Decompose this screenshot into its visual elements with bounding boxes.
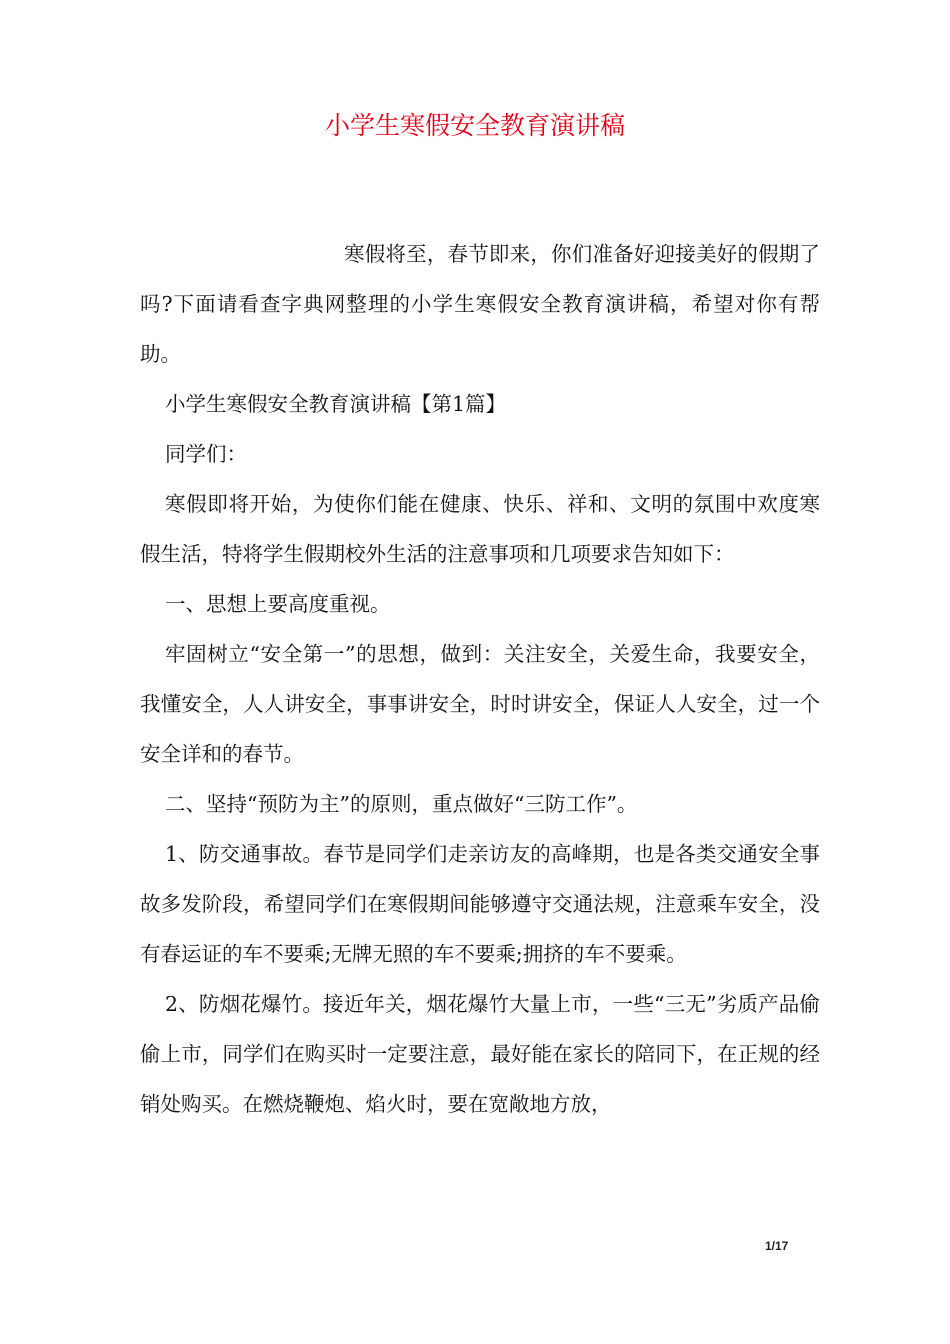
body-paragraph: 1、防交通事故。春节是同学们走亲访友的高峰期，也是各类交通安全事故多发阶段，希望同学们在寒假期间能够遵守交通法规，注意乘车安全，没有春运证的车不要乘;无牌无照的车不要乘;拥挤的车不要乘。 bbox=[140, 842, 820, 966]
intro-paragraph: 寒假将至，春节即来，你们准备好迎接美好的假期了吗?下面请看查字典网整理的小学生寒假安全教育演讲稿，希望对你有帮助。 bbox=[140, 242, 820, 366]
document-body bbox=[140, 229, 820, 1129]
document-title: 小学生寒假安全教育演讲稿 bbox=[324, 111, 625, 140]
body-paragraph: 寒假即将开始，为使你们能在健康、快乐、祥和、文明的氛围中欢度寒假生活，特将学生假期校外生活的注意事项和几项要求告知如下： bbox=[140, 492, 820, 566]
salutation: 同学们： bbox=[165, 442, 247, 466]
body-paragraph: 牢固树立“安全第一”的思想，做到：关注安全，关爱生命，我要安全，我懂安全，人人讲安全，事事讲安全，时时讲安全，保证人人安全，过一个安全详和的春节。 bbox=[140, 642, 820, 766]
section-heading: 小学生寒假安全教育演讲稿【第1篇】 bbox=[165, 392, 507, 416]
page-number: 1/17 bbox=[765, 1239, 789, 1253]
body-paragraph: 2、防烟花爆竹。接近年关，烟花爆竹大量上市，一些“三无”劣质产品偷偷上市，同学们在购买时一定要注意，最好能在家长的陪同下，在正规的经销处购买。在燃烧鞭炮、焰火时，要在宽敞地方放， bbox=[140, 992, 820, 1116]
point-heading: 二、坚持“预防为主”的原则，重点做好“三防工作”。 bbox=[165, 792, 638, 816]
point-heading: 一、思想上要高度重视。 bbox=[165, 592, 391, 616]
